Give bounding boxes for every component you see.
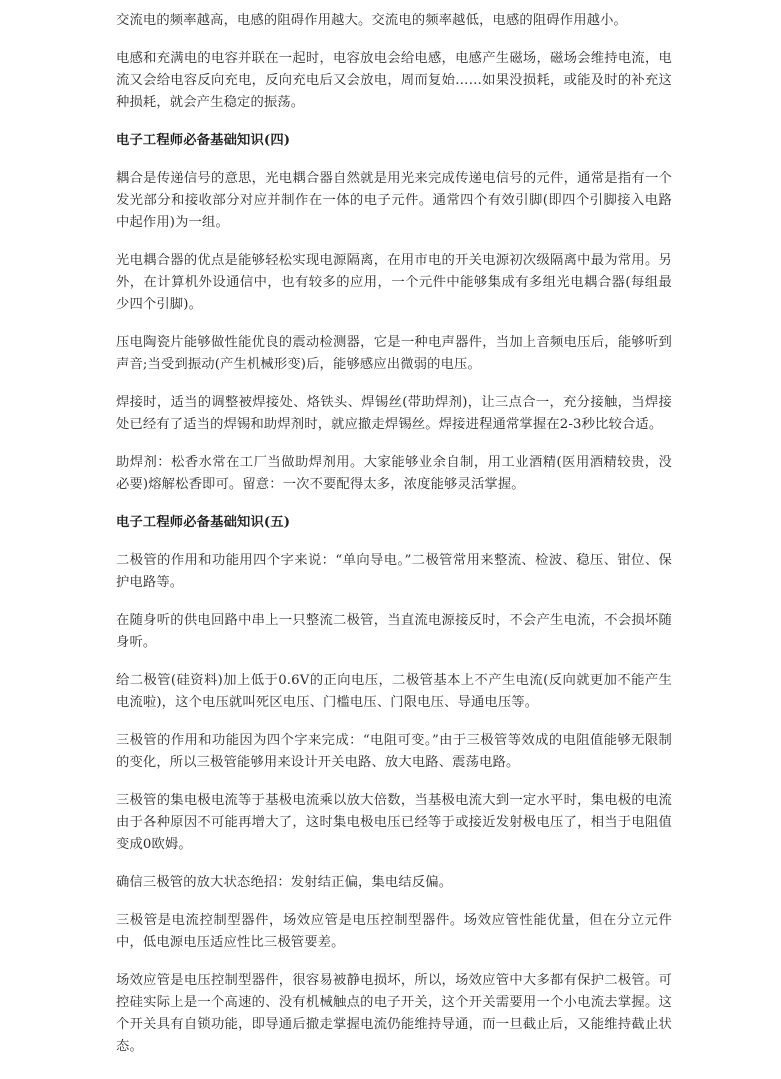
paragraph-transistor-amplify: 确信三极管的放大状态绝招：发射结正偏，集电结反偏。 bbox=[116, 875, 453, 890]
paragraph-flux: 助焊剂：松香水常在工厂当做助焊剂用。大家能够业余自制，用工业酒精(医用酒精较贵，没必要)熔解松香即可。留意：一次不要配得太多，浓度能够灵活掌握。 bbox=[116, 455, 672, 492]
document-page bbox=[116, 10, 672, 1074]
paragraph-diode-function: 二极管的作用和功能用四个字来说：“单向导电。”二极管常用来整流、检波、稳压、钳位、保护电路等。 bbox=[116, 553, 672, 590]
paragraph-inductor-frequency: 交流电的频率越高，电感的阻碍作用越大。交流电的频率越低，电感的阻碍作用越小。 bbox=[116, 13, 627, 28]
paragraph-fet-thyristor: 场效应管是电压控制型器件，很容易被静电损坏，所以，场效应管中大多都有保护二极管。可控硅实际上是一个高速的、没有机械触点的电子开关，这个开关需要用一个小电流去掌握。这个开关具有自锁功能，即导通后撤走掌握电流仍能维持导通，而一旦截止后，又能维持截止状态。 bbox=[116, 973, 672, 1054]
paragraph-optocoupler-definition: 耦合是传递信号的意思，光电耦合器自然就是用光来完成传递电信号的元件，通常是指有一个发光部分和接收部分对应并制作在一体的电子元件。通常四个有效引脚(即四个引脚接入电路中起作用)为一组。 bbox=[116, 171, 672, 230]
paragraph-transistor-saturation: 三极管的集电极电流等于基极电流乘以放大倍数，当基极电流大到一定水平时，集电极的电流由于各种原因不可能再增大了，这时集电极电压已经等于或接近发射极电压了，相当于电阻值变成0欧姆。 bbox=[116, 793, 672, 852]
paragraph-diode-threshold: 给二极管(硅资料)加上低于0.6V的正向电压，二极管基本上不产生电流(反向就更加不能产生电流啦)，这个电压就叫死区电压、门槛电压、门限电压、导通电压等。 bbox=[116, 673, 672, 710]
paragraph-soldering: 焊接时，适当的调整被焊接处、烙铁头、焊锡丝(带助焊剂)，让三点合一，充分接触，当焊接处已经有了适当的焊锡和助焊剂时，就应撤走焊锡丝。焊接进程通常掌握在2-3秒比较合适。 bbox=[116, 395, 672, 432]
paragraph-transistor-function: 三极管的作用和功能因为四个字来完成：“电阻可变。”由于三极管等效成的电阻值能够无限制的变化，所以三极管能够用来设计开关电路、放大电路、震荡电路。 bbox=[116, 733, 672, 770]
section-heading-4: 电子工程师必备基础知识(四) bbox=[116, 133, 291, 148]
paragraph-optocoupler-advantages: 光电耦合器的优点是能够轻松实现电源隔离，在用市电的开关电源初次级隔离中最为常用。另外，在计算机外设通信中，也有较多的应用，一个元件中能够集成有多组光电耦合器(每组最少四个引脚)。 bbox=[116, 253, 672, 312]
section-heading-5: 电子工程师必备基础知识(五) bbox=[116, 515, 291, 530]
paragraph-diode-protection: 在随身听的供电回路中串上一只整流二极管，当直流电源接反时，不会产生电流，不会损坏随身听。 bbox=[116, 613, 672, 650]
paragraph-lc-oscillation: 电感和充满电的电容并联在一起时，电容放电会给电感，电感产生磁场，磁场会维持电流，电流又会给电容反向充电，反向充电后又会放电，周而复始……如果没损耗，或能及时的补充这种损耗，就会产生稳定的振荡。 bbox=[116, 51, 672, 110]
paragraph-piezo-ceramic: 压电陶瓷片能够做性能优良的震动检测器，它是一种电声器件，当加上音频电压后，能够听到声音;当受到振动(产生机械形变)后，能够感应出微弱的电压。 bbox=[116, 335, 672, 372]
paragraph-fet-vs-bjt: 三极管是电流控制型器件，场效应管是电压控制型器件。场效应管性能优量，但在分立元件中，低电源电压适应性比三极管要差。 bbox=[116, 913, 672, 950]
